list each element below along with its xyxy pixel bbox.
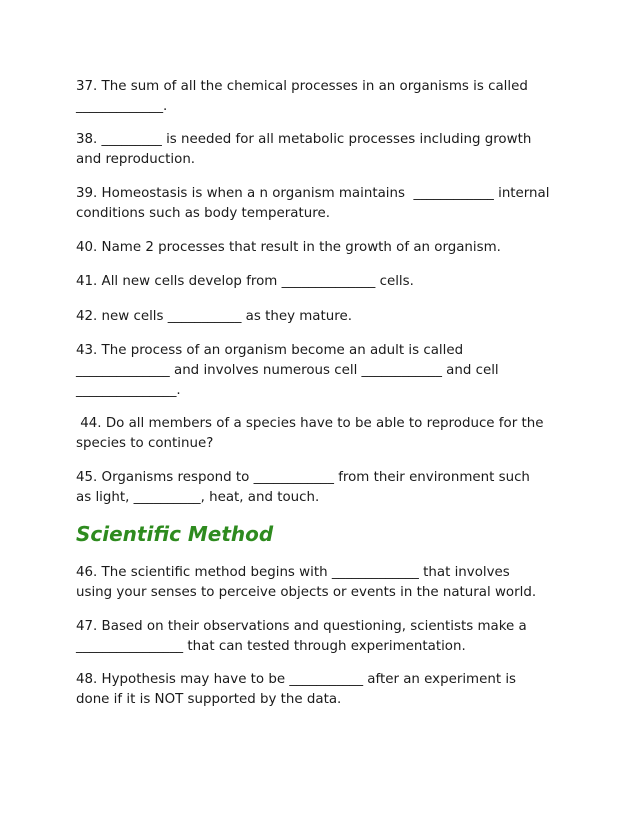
question-43: 43. The process of an organism become an adult is called ______________ and involves numerous cell ____________ and cell _______________. [76,343,499,398]
question-44: 44. Do all members of a species have to be able to reproduce for the species to continue? [76,416,544,451]
question-38: 38. _________ is needed for all metabolic processes including growth and reproduction. [76,132,532,167]
question-46: 46. The scientific method begins with _____________ that involves using your senses to perceive objects or events in the natural world. [76,565,537,600]
question-37: 37. The sum of all the chemical processes in an organisms is called _____________. [76,79,528,114]
question-40: 40. Name 2 processes that result in the growth of an organism. [76,240,501,255]
question-45: 45. Organisms respond to ____________ from their environment such as light, __________, heat, and touch. [76,470,530,505]
question-47: 47. Based on their observations and questioning, scientists make a ________________ that can tested through experimentation. [76,619,527,654]
question-41: 41. All new cells develop from ______________ cells. [76,274,414,289]
question-48: 48. Hypothesis may have to be ___________ after an experiment is done if it is NOT supported by the data. [76,672,517,707]
section-heading-scientific-method: Scientific Method [76,522,274,546]
question-39: 39. Homeostasis is when a n organism maintains ____________ internal conditions such as body temperature. [76,186,550,221]
question-42: 42. new cells ___________ as they mature. [76,309,352,324]
